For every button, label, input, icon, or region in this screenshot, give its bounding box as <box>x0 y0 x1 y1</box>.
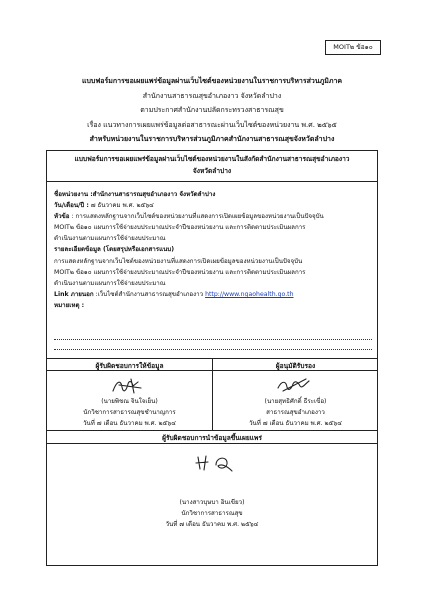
form-title-line-2: จังหวัดลำปาง <box>192 166 232 175</box>
detail-label: รายละเอียดข้อมูล (โดยสรุปหรือเอกสารแนบ) <box>54 246 175 254</box>
header-announcement: ตามประกาศสำนักงานปลัดกระทรวงสาธารณสุข <box>140 106 284 114</box>
website-link[interactable]: http://www.ngaohealth.go.th <box>205 290 294 298</box>
header-scope: สำหรับหน่วยงานในราชการบริหารส่วนภูมิภาคสำนักงานสาธารณสุขจังหวัดลำปาง <box>89 135 335 143</box>
approver-section-title: ผู้อนุมัติรับรอง <box>275 362 316 370</box>
detail-line-2: MOIT๒ ข้อ๑๐ แผนการใช้จ่ายงบประมาณประจำปีของหน่วยงาน และการติดตามประเมินผลการ <box>54 268 306 276</box>
header-title: แบบฟอร์มการขอเผยแพร่ข้อมูลผ่านเว็บไซต์ของหน่วยงานในราชการบริหารส่วนภูมิภาค <box>81 77 343 85</box>
detail-line-3: ดำเนินงานตามแผนการใช้จ่ายงบประมาณ <box>54 279 166 287</box>
publisher-sign-block <box>47 497 377 530</box>
publisher-name: (นางสาวบุษบา อินเขียว) <box>179 499 245 506</box>
header-subject: เรื่อง แนวทางการเผยแพร่ข้อมูลต่อสาธารณะผ่านเว็บไซต์ของหน่วยงาน พ.ศ. ๒๕๖๕ <box>87 120 337 129</box>
approver-sign-block <box>213 396 378 429</box>
section-divider <box>47 430 377 431</box>
approver-position: สาธารณสุขอำเภองาว <box>266 409 325 416</box>
link-label: Link ภายนอก <box>54 290 94 298</box>
note-dotted-line <box>54 339 372 340</box>
publisher-position: นักวิชาการสาธารณสุข <box>181 510 243 517</box>
document-header <box>30 74 394 147</box>
document-code-box: MOIT๒ ข้อ๑๐ <box>325 40 381 55</box>
link-description: :เว็บไซต์สำนักงานสาธารณสุขอำเภองาว <box>93 290 206 298</box>
agency-name: ชื่อหน่วยงาน :สำนักงานสาธารณสุขอำเภองาว จังหวัดลำปาง <box>54 191 216 198</box>
responsible-section-title: ผู้รับผิดชอบการให้ข้อมูล <box>95 362 164 370</box>
responsible-date: วันที่ ๗ เดือน ธันวาคม พ.ศ. ๒๕๖๔ <box>83 420 176 427</box>
form-title <box>47 151 377 182</box>
section-divider <box>47 443 377 444</box>
subject-line-2: MOIT๒ ข้อ๑๐ แผนการใช้จ่ายงบประมาณประจำปีของหน่วยงาน และการติดตามประเมินผลการ <box>54 224 306 232</box>
note-dotted-line <box>54 349 372 350</box>
date-value: ๗ ธันวาคม พ.ศ. ๒๕๖๔ <box>88 202 154 210</box>
request-form <box>46 150 378 566</box>
approver-date: วันที่ ๗ เดือน ธันวาคม พ.ศ. ๒๕๖๔ <box>249 420 342 427</box>
approver-name: (นายสุทธิศักดิ์ ธีระเขื่อ) <box>264 398 327 405</box>
publisher-date: วันที่ ๗ เดือน ธันวาคม พ.ศ. ๒๕๖๔ <box>165 521 259 528</box>
header-agency: สำนักงานสาธารณสุขอำเภองาว จังหวัดลำปาง <box>142 91 282 100</box>
responsible-sign-block <box>47 396 212 429</box>
responsible-position: นักวิชาการสาธารณสุขชำนาญการ <box>83 409 176 416</box>
responsible-signature <box>107 376 149 396</box>
publisher-signature <box>192 451 236 475</box>
subject-line-3: ดำเนินงานตามแผนการใช้จ่ายงบประมาณ <box>54 235 166 243</box>
detail-line-1: การแสดงหลักฐานจากเว็บไซต์ของหน่วยงานที่แสดงการเปิดเผยข้อมูลของหน่วยงานเป็นปัจจุบัน <box>54 257 303 265</box>
note-label: หมายเหตุ : <box>54 301 85 309</box>
form-body <box>54 189 372 311</box>
approver-signature <box>273 375 315 395</box>
subject-line-1: : การแสดงหลักฐานจากเว็บไซต์ของหน่วยงานที่แสดงการเปิดเผยข้อมูลของหน่วยงานเป็นปัจจุบัน <box>69 213 324 221</box>
date-label: วัน/เดือน/ปี : <box>54 202 89 210</box>
form-title-line-1: แบบฟอร์มการขอเผยแพร่ข้อมูลผ่านเว็บไซต์ของหน่วยงานในสังกัดสำนักงานสาธารณสุขอำเภองาว <box>74 155 350 163</box>
responsible-name: (นายพิชณ จินใจเย็น) <box>101 398 158 405</box>
subject-label: หัวข้อ <box>54 213 70 221</box>
publisher-section-title: ผู้รับผิดชอบการนำข้อมูลขึ้นเผยแพร่ <box>162 434 262 442</box>
